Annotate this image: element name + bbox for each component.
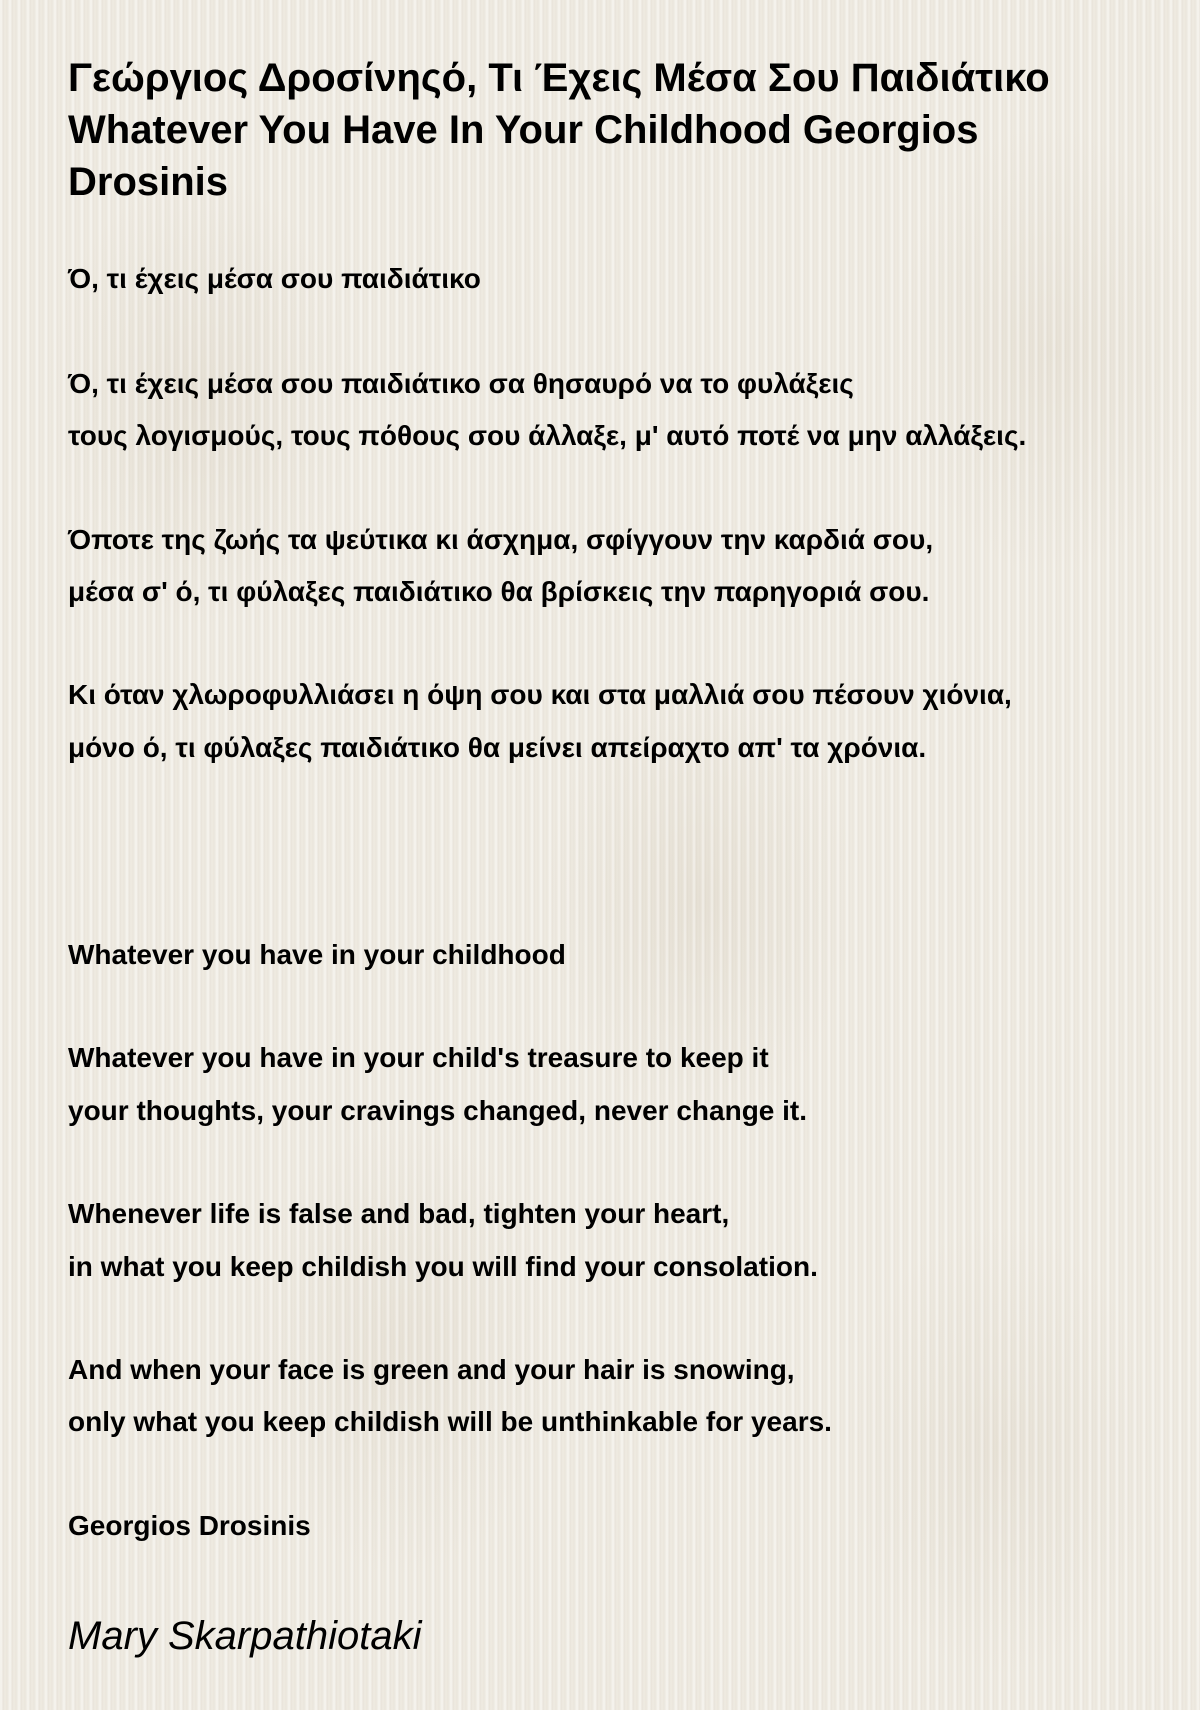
english-line: Whenever life is false and bad, tighten your heart, [68,1198,730,1229]
english-line: only what you keep childish will be unthinkable for years. [68,1406,832,1437]
english-poem-heading: Whatever you have in your childhood [68,939,566,970]
greek-line: τους λογισμούς, τους πόθους σου άλλαξε, μ' αυτό ποτέ να μην αλλάξεις. [68,420,1027,451]
greek-line: Κι όταν χλωροφυλλιάσει η όψη σου και στα μαλλιά σου πέσουν χιόνια, [68,679,1012,710]
poem-title: Γεώργιος Δροσίνηςό, Τι Έχεις Μέσα Σου Παιδιάτικο Whatever You Have In Your Childhood Georgios Drosinis [68,56,1050,204]
greek-line: Ό, τι έχεις μέσα σου παιδιάτικο σα θησαυρό να το φυλάξεις [68,368,854,399]
poem-author: Georgios Drosinis [68,1510,311,1541]
english-line: Whatever you have in your child's treasure to keep it [68,1042,769,1073]
english-line: And when your face is green and your hair is snowing, [68,1354,795,1385]
greek-line: μέσα σ' ό, τι φύλαξες παιδιάτικο θα βρίσκεις την παρηγοριά σου. [68,576,930,607]
signature: Mary Skarpathiotaki [68,1614,422,1658]
greek-line: Όποτε της ζωής τα ψεύτικα κι άσχημα, σφίγγουν την καρδιά σου, [68,524,934,555]
greek-line: μόνο ό, τι φύλαξες παιδιάτικο θα μείνει απείραχτο απ' τα χρόνια. [68,732,927,763]
english-line: in what you keep childish you will find your consolation. [68,1251,818,1282]
english-line: your thoughts, your cravings changed, never change it. [68,1095,808,1126]
greek-poem-heading: Ό, τι έχεις μέσα σου παιδιάτικο [68,263,481,294]
